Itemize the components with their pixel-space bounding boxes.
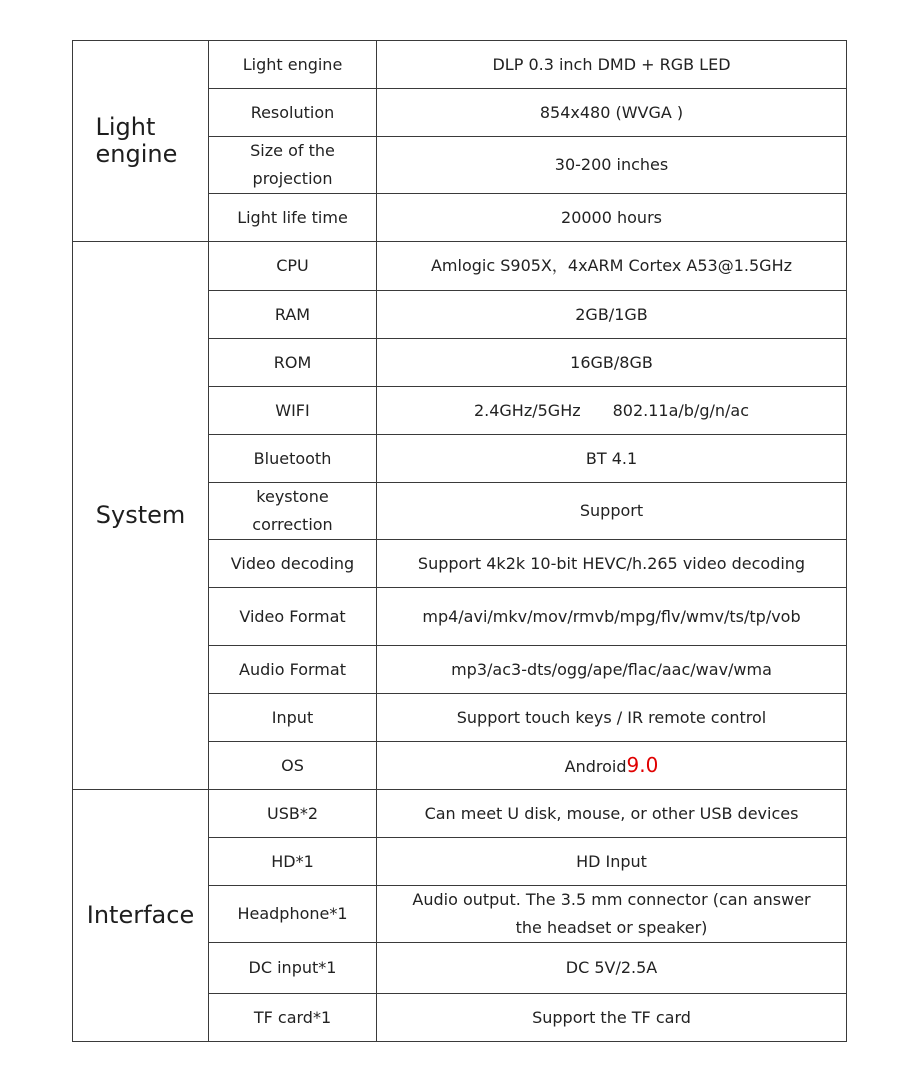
row-label: Video decoding [209, 540, 377, 588]
row-label: ROM [209, 339, 377, 387]
row-label: Light engine [209, 41, 377, 89]
row-label: Headphone*1 [209, 886, 377, 943]
row-label: OS [209, 742, 377, 790]
row-value: Can meet U disk, mouse, or other USB devices [377, 790, 847, 838]
wifi-standards: 802.11a/b/g/n/ac [612, 400, 750, 420]
row-value: DLP 0.3 inch DMD + RGB LED [377, 41, 847, 89]
row-value: 16GB/8GB [377, 339, 847, 387]
row-value: mp3/ac3-dts/ogg/ape/flac/aac/wav/wma [377, 646, 847, 694]
row-label-text: keystone correction [252, 487, 333, 534]
spec-table [72, 40, 847, 1042]
wifi-bands: 2.4GHz/5GHz [473, 400, 581, 420]
row-label: USB*2 [209, 790, 377, 838]
row-value: HD Input [377, 838, 847, 886]
row-value [377, 742, 847, 790]
row-value: Support the TF card [377, 994, 847, 1042]
row-label: Video Format [209, 588, 377, 646]
table-row [73, 242, 847, 291]
row-value: 2GB/1GB [377, 291, 847, 339]
row-label: HD*1 [209, 838, 377, 886]
group-label-interface: Interface [73, 790, 209, 1042]
row-value: Support 4k2k 10-bit HEVC/h.265 video decoding [377, 540, 847, 588]
os-name: Android [564, 756, 627, 776]
row-label: Input [209, 694, 377, 742]
row-value-text: Audio output. The 3.5 mm connector (can answer the headset or speaker) [412, 890, 811, 937]
group-label-light-engine [73, 41, 209, 242]
row-value [377, 387, 847, 435]
row-value: mp4/avi/mkv/mov/rmvb/mpg/flv/wmv/ts/tp/vob [377, 588, 847, 646]
row-value: BT 4.1 [377, 435, 847, 483]
table-row [73, 790, 847, 838]
row-label: Audio Format [209, 646, 377, 694]
row-label: Resolution [209, 89, 377, 137]
row-label [209, 483, 377, 540]
row-value: DC 5V/2.5A [377, 943, 847, 994]
row-label: Bluetooth [209, 435, 377, 483]
row-label-text: Size of the projection [250, 141, 335, 188]
group-label-text: Light engine [95, 113, 178, 168]
row-label: DC input*1 [209, 943, 377, 994]
table-row [73, 41, 847, 89]
row-value: 30-200 inches [377, 137, 847, 194]
row-label: Light life time [209, 194, 377, 242]
row-value [377, 886, 847, 943]
row-label [209, 137, 377, 194]
row-value: 854x480 (WVGA ) [377, 89, 847, 137]
row-label: CPU [209, 242, 377, 291]
row-label: RAM [209, 291, 377, 339]
row-label: WIFI [209, 387, 377, 435]
row-value: Amlogic S905X，4xARM Cortex A53@1.5GHz [377, 242, 847, 291]
row-value: Support [377, 483, 847, 540]
row-value: Support touch keys / IR remote control [377, 694, 847, 742]
os-version: 9.0 [626, 752, 659, 777]
group-label-system: System [73, 242, 209, 790]
row-value: 20000 hours [377, 194, 847, 242]
row-label: TF card*1 [209, 994, 377, 1042]
